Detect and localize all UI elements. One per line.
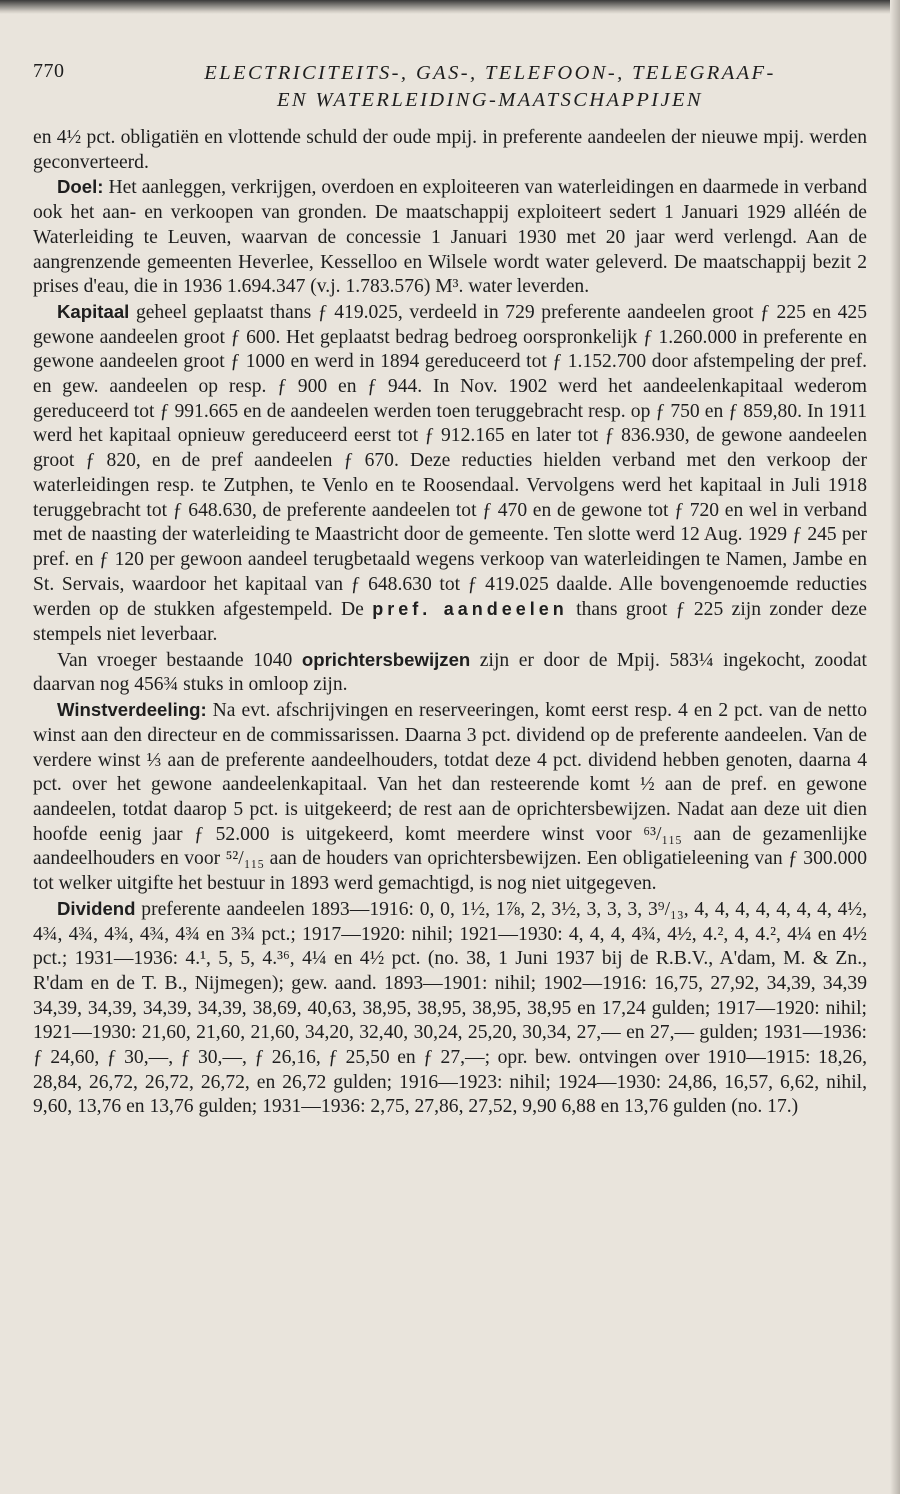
section-label-doel: Doel:: [57, 176, 104, 198]
page-body: [33, 126, 867, 1120]
paragraph-doel: [33, 175, 867, 300]
section-label-kapitaal: Kapitaal: [57, 300, 130, 322]
paragraph-kapitaal-text-b: thans groot ƒ 225 zijn zonder deze stempels niet leverbaar.: [33, 599, 868, 646]
book-page: [33, 58, 867, 1120]
running-title-line-1: ELECTRICITEITS-, GAS-, TELEFOON-, TELEGRAAF-: [204, 62, 776, 84]
running-title-line-2: EN WATERLEIDING-MAATSCHAPPIJEN: [276, 89, 704, 111]
paragraph-kapitaal-text-a: geheel geplaatst thans ƒ 419.025, verdeeld in 729 preferente aandeelen groot ƒ 225 en 425 gewone aandeelen groot ƒ 600. Het geplaatst bedrag bedroeg oorspronkelijk ƒ 1.260.000 in preferente en gewone aandeelen groot ƒ 1000 en werd in 1894 gereduceerd tot ƒ 1.152.700 door afstempeling der pref. en gew. aandeelen op resp. ƒ 900 en ƒ 944. In Nov. 1902 werd het aandeelenkapitaal wederom gereduceerd tot ƒ 991.665 en de aandeelen werden toen teruggebracht resp. op ƒ 750 en ƒ 859,80. In 1911 werd het kapitaal opnieuw gereduceerd eerst tot ƒ 912.165 en later tot ƒ 836.930, de gewone aandeelen groot ƒ 820, en de pref aandeelen ƒ 670. Deze reducties hielden verband met den verkoop der waterleidingen resp. te Zutphen, te Venlo en te Roosendaal. Vervolgens werd het kapitaal in Juli 1918 teruggebracht tot ƒ 648.630, de preferente aandeelen tot ƒ 470 en de gewone tot ƒ 720 en wel in verband met de naasting der waterleiding te Maastricht door de gemeente. Ten slotte werd 12 Aug. 1929 ƒ 245 per pref. en ƒ 120 per gewoon aandeel terugbetaald wegens verkoop van waterleidingen te Namen, Jambe en St. Servais, waardoor het kapitaal van ƒ 648.630 tot ƒ 419.025 daalde. Alle bovengenoemde reducties werden op de stukken afgestempeld. De: [33, 301, 867, 621]
spaced-term-pref-aandeelen: pref. aandeelen: [372, 599, 568, 620]
paragraph-continuation: en 4½ pct. obligatiën en vlottende schuld der oude mpij. in preferente aandeelen der nieuwe mpij. werden geconverteerd.: [33, 127, 867, 173]
scan-right-edge: [890, 0, 900, 1494]
section-label-oprichtersbewijzen: oprichtersbewijzen: [301, 648, 471, 670]
page-number: 770: [33, 60, 65, 82]
paragraph-winstverdeeling-text: Na evt. afschrijvingen en reserveeringen, komt eerst resp. 4 en 2 pct. van de netto winst aan den directeur en de commissarissen. Daarna 3 pct. dividend op de preferente aandeelen. Van de verdere winst ⅓ aan de preferente aandeelhouders, totdat deze 4 pct. dividend hebben genoten, daarna 4 pct. over het gewone aandeelenkapitaal. Van het dan resteerende komt ½ aan de pref. en gewone aandeelen, totdat daarop 5 pct. is uitgekeerd; de rest aan de oprichtersbewijzen. Nadat aan deze uit dien hoofde eenig jaar ƒ 52.000 is uitgekeerd, komt meerdere winst voor ⁶³/₁₁₅ aan de gezamenlijke aandeelhouders en voor ⁵²/₁₁₅ aan de houders van oprichtersbewijzen. Een obligatieleening van ƒ 300.000 tot welker uitgifte het bestuur in 1893 werd gemachtigd, is nog niet uitgegeven.: [33, 700, 867, 895]
paragraph-dividend: [33, 897, 867, 1120]
paragraph-oprichtersbewijzen: [33, 648, 867, 698]
section-label-dividend: Dividend: [57, 897, 136, 919]
paragraph-oprichters-text-a: Van vroeger bestaande 1040: [57, 649, 302, 671]
running-title: [113, 60, 867, 114]
paragraph-kapitaal: [33, 300, 867, 648]
section-label-winstverdeeling: Winstverdeeling:: [57, 699, 207, 721]
paragraph-doel-text: Het aanleggen, verkrijgen, overdoen en exploiteeren van waterleidingen en daarmede in verband ook het aan- en verkoopen van gronden. De maatschappij exploiteert sedert 1 Januari 1929 alléén de Waterleiding te Leuven, waarvan de concessie 1 Januari 1930 met 20 jaar werd verlengd. Aan de aangrenzende gemeenten Heverlee, Kesselloo en Wilsele wordt water geleverd. De maatschappij bezit 2 prises d'eau, die in 1936 1.694.347 (v.j. 1.783.576) M³. water leverden.: [33, 177, 867, 298]
paragraph-winstverdeeling: [33, 698, 867, 897]
paragraph-oprichters-text-b: zijn er door de Mpij. 583¼ ingekocht, zoodat daarvan nog 456¾ stuks in omloop zijn.: [33, 649, 867, 696]
scan-top-edge: [0, 0, 900, 14]
paragraph-dividend-text: preferente aandeelen 1893—1916: 0, 0, 1½, 1⅞, 2, 3½, 3, 3, 3, 3⁹/₁₃, 4, 4, 4, 4, 4, 4, 4, 4½, 4¾, 4¾, 4¾, 4¾, 4¾ en 3¾ pct.; 1917—1920: nihil; 1921—1930: 4, 4, 4, 4¾, 4½, 4.², 4, 4.², 4¼ en 4½ pct.; 1931—1936: 4.¹, 5, 5, 4.³⁶, 4¼ en 4½ pct. (no. 38, 1 Juni 1937 bij de R.B.V., A'dam, M. & Zn., R'dam en de T. B., Nijmegen); gew. aand. 1893—1901: nihil; 1902—1916: 16,75, 27,92, 34,39, 34,39 34,39, 34,39, 34,39, 34,39, 38,69, 40,63, 38,95, 38,95, 38,95, 38,95 en 17,24 gulden; 1917—1920: nihil; 1921—1930: 21,60, 21,60, 21,60, 34,20, 32,40, 30,24, 25,20, 30,34, 27,— en 27,— gulden; 1931—1936: ƒ 24,60, ƒ 30,—, ƒ 30,—, ƒ 26,16, ƒ 25,50 en ƒ 27,—; opr. bew. ontvingen over 1910—1915: 18,26, 28,84, 26,72, 26,72, 26,72, en 26,72 gulden; 1916—1923: nihil; 1924—1930: 24,86, 16,57, 6,62, nihil, 9,60, 13,76 en 13,76 gulden; 1931—1936: 2,75, 27,86, 27,52, 9,90 6,88 en 13,76 gulden (no. 17.): [33, 898, 867, 1118]
page-header: [33, 58, 867, 116]
